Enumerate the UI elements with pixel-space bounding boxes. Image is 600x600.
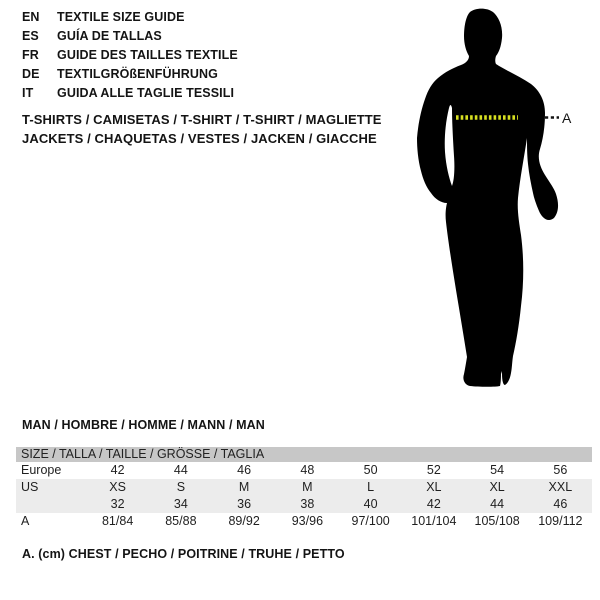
language-code: ES xyxy=(22,29,39,43)
table-cell: 38 xyxy=(300,497,315,511)
table-cell: 36 xyxy=(237,497,252,511)
table-row-chest xyxy=(16,513,592,530)
table-cell: 34 xyxy=(173,497,188,511)
measure-label: A xyxy=(562,110,572,126)
table-cell: 81/84 xyxy=(101,514,134,528)
table-row-us-numeric xyxy=(16,496,592,513)
row-label: A xyxy=(21,514,30,528)
table-cell: S xyxy=(176,480,186,494)
man-silhouette-shape xyxy=(417,9,558,387)
table-cell: 85/88 xyxy=(165,514,197,528)
table-cell: 40 xyxy=(363,497,378,511)
table-cell: 105/108 xyxy=(474,514,520,528)
language-code: IT xyxy=(22,86,34,100)
table-cell: 46 xyxy=(553,497,568,511)
table-cell: 42 xyxy=(426,497,441,511)
language-code: FR xyxy=(22,48,39,62)
table-cell: 52 xyxy=(426,463,441,477)
language-code: EN xyxy=(22,10,40,24)
table-cell: XL xyxy=(426,480,442,494)
table-cell: 89/92 xyxy=(228,514,260,528)
table-cell: 50 xyxy=(363,463,378,477)
language-label: GUÍA DE TALLAS xyxy=(57,29,162,43)
table-cell: M xyxy=(302,480,313,494)
language-label: TEXTILGRÖßENFÜHRUNG xyxy=(57,67,218,81)
section-title: MAN / HOMBRE / HOMME / MANN / MAN xyxy=(22,418,265,432)
row-label: US xyxy=(21,480,39,494)
table-cell: 109/112 xyxy=(538,514,583,528)
table-cell: 32 xyxy=(110,497,125,511)
table-cell: XXL xyxy=(548,480,573,494)
table-cell: 101/104 xyxy=(411,514,457,528)
table-cell: XS xyxy=(109,480,126,494)
language-row xyxy=(22,46,238,65)
category-line-tshirts: T-SHIRTS / CAMISETAS / T-SHIRT / T-SHIRT / MAGLIETTE xyxy=(22,112,382,127)
language-row xyxy=(22,27,238,46)
language-list xyxy=(22,8,238,103)
row-label xyxy=(16,496,86,513)
table-cell: 56 xyxy=(553,463,568,477)
language-row xyxy=(22,84,238,103)
table-cell: M xyxy=(238,480,250,494)
table-cell: 54 xyxy=(490,463,505,477)
category-line-jackets: JACKETS / CHAQUETAS / VESTES / JACKEN / GIACCHE xyxy=(22,131,377,146)
table-cell: 97/100 xyxy=(351,514,390,528)
row-label: Europe xyxy=(21,463,62,477)
table-cell: XL xyxy=(489,480,505,494)
language-code: DE xyxy=(22,67,40,81)
table-row-us xyxy=(16,479,592,496)
table-cell: 44 xyxy=(490,497,505,511)
table-cell: L xyxy=(367,480,375,494)
category-list xyxy=(22,110,382,148)
man-silhouette xyxy=(410,0,600,420)
size-table-header: SIZE / TALLA / TAILLE / GRÖSSE / TAGLIA xyxy=(16,447,592,462)
table-cell: 44 xyxy=(173,463,188,477)
table-cell: 42 xyxy=(110,463,125,477)
language-row xyxy=(22,8,238,27)
language-label: TEXTILE SIZE GUIDE xyxy=(57,10,185,24)
table-cell: 48 xyxy=(300,463,315,477)
table-row-europe xyxy=(16,462,592,479)
language-label: GUIDE DES TAILLES TEXTILE xyxy=(57,48,238,62)
language-row xyxy=(22,65,238,84)
table-cell: 93/96 xyxy=(291,514,324,528)
measurement-footnote: A. (cm) CHEST / PECHO / POITRINE / TRUHE / PETTO xyxy=(22,547,345,561)
table-cell: 46 xyxy=(237,463,252,477)
size-table xyxy=(16,447,592,530)
language-label: GUIDA ALLE TAGLIE TESSILI xyxy=(57,86,235,100)
